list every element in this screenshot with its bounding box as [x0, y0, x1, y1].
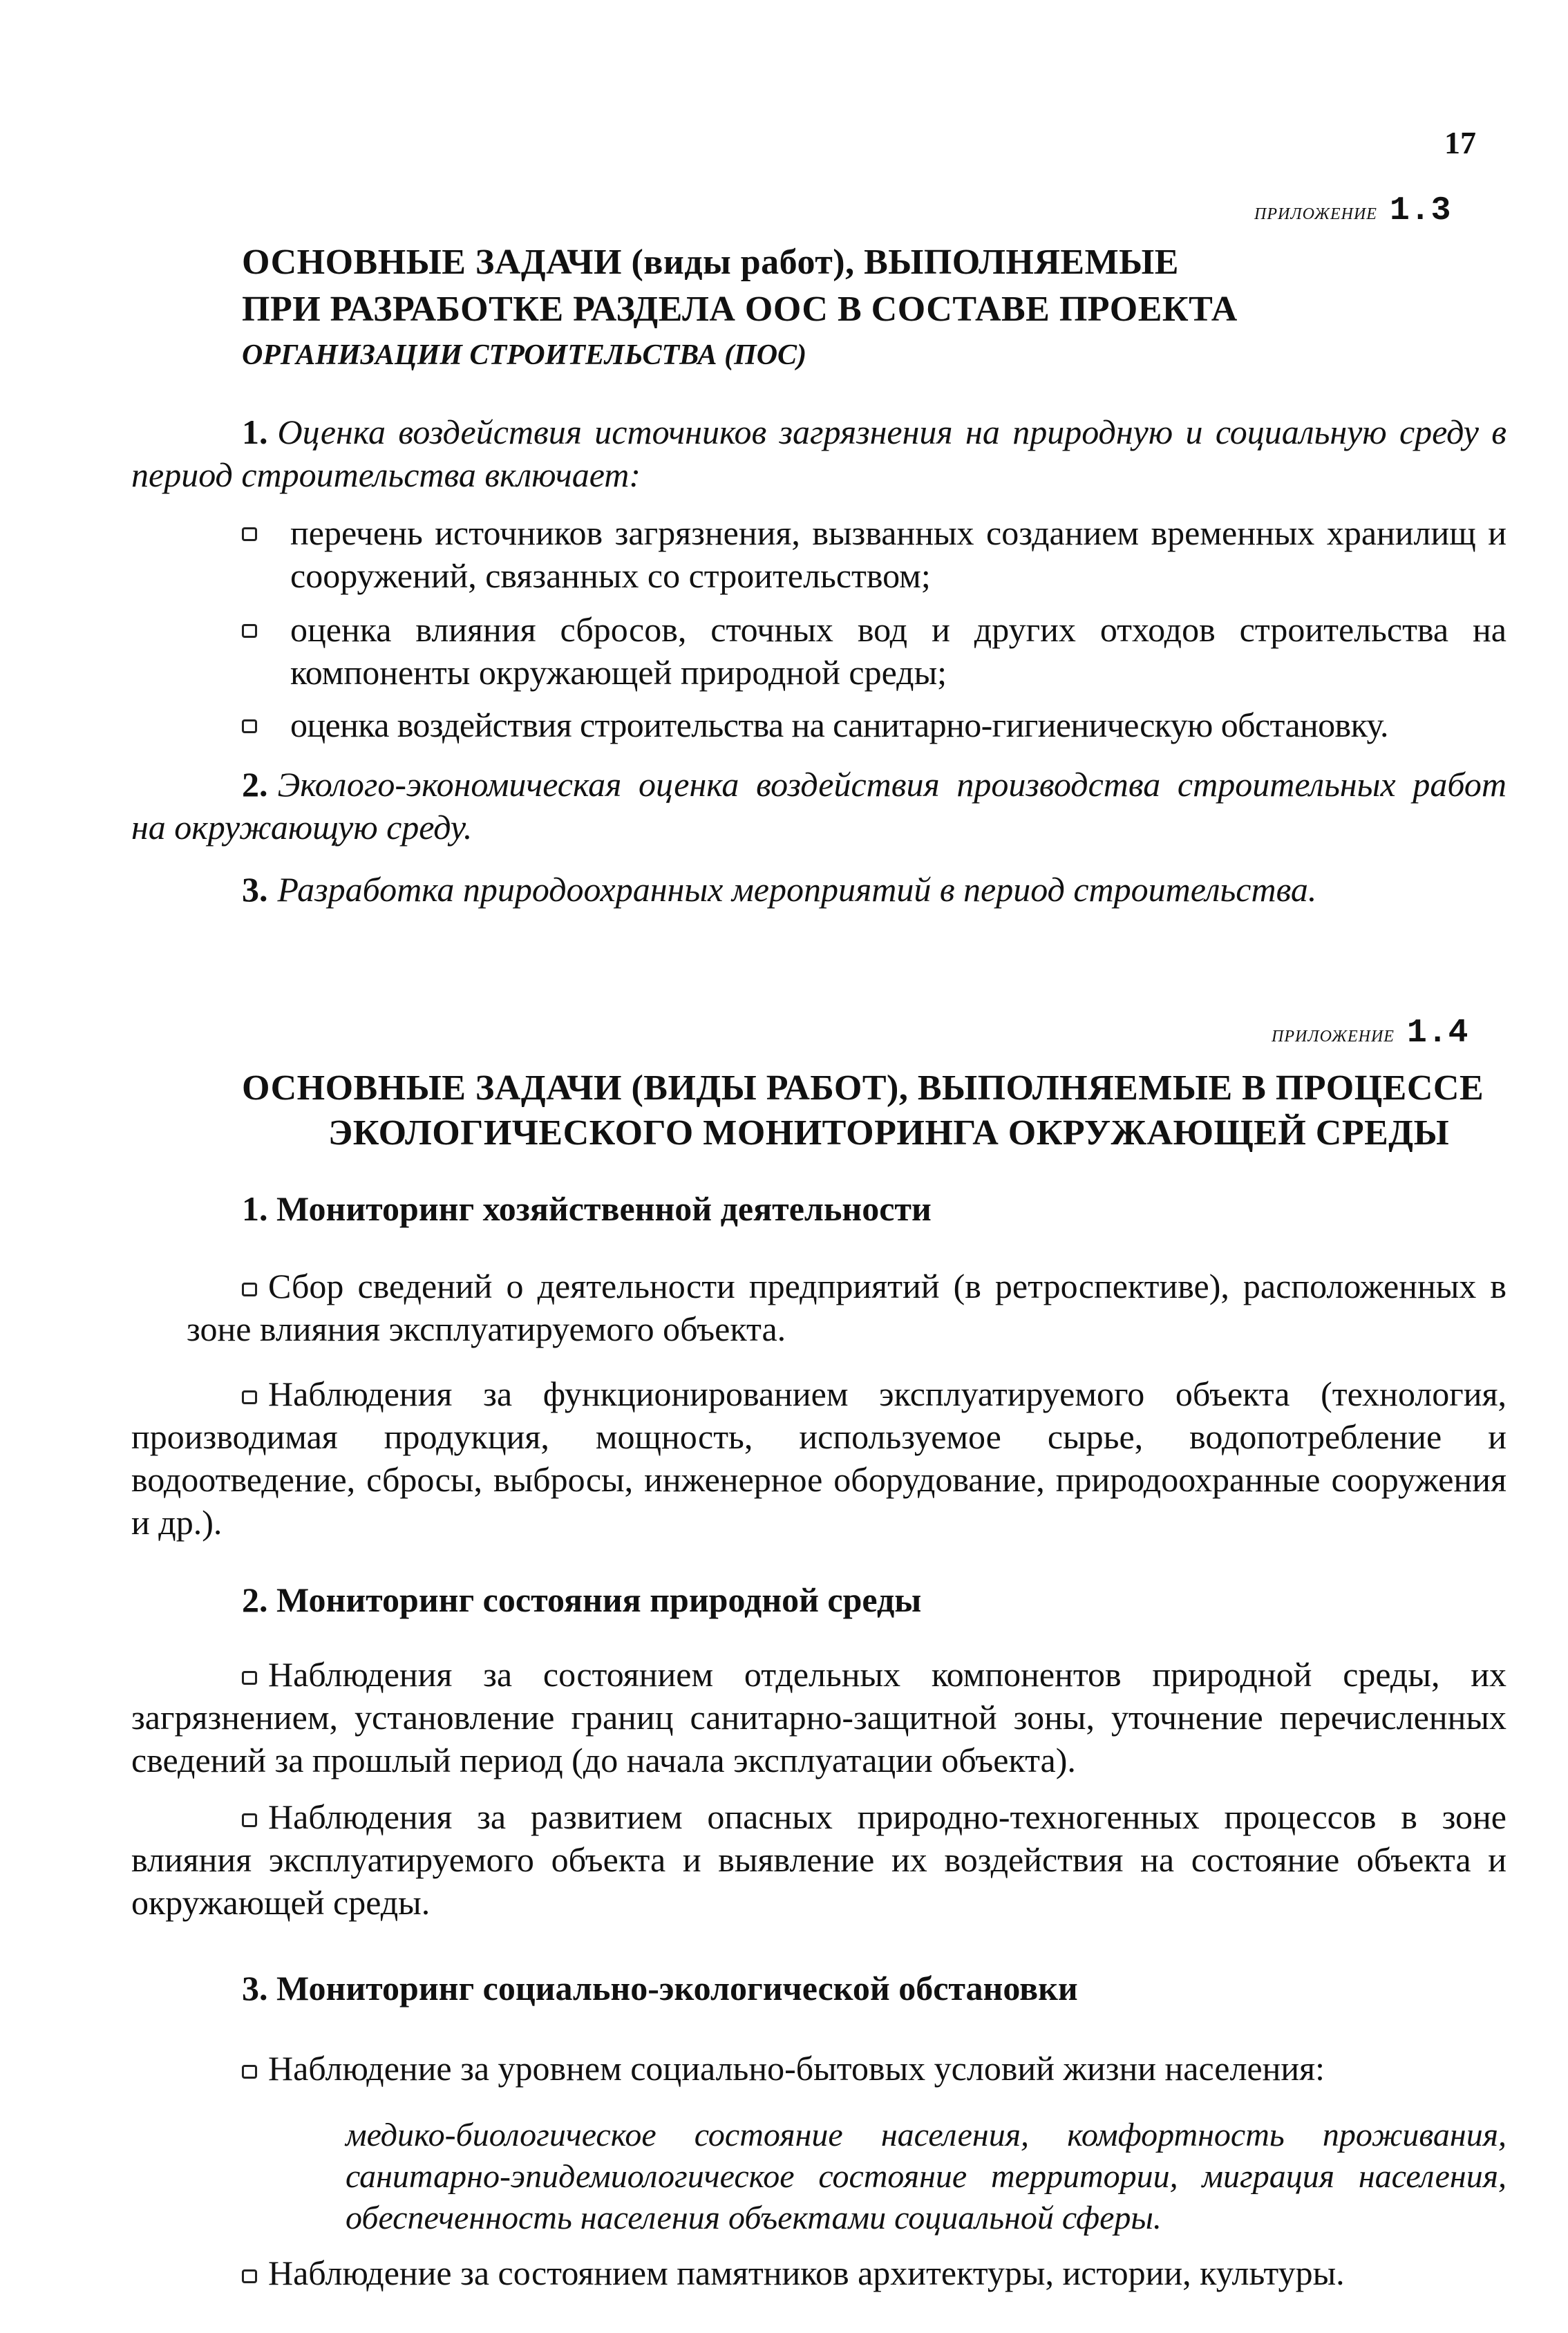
bullet-item-2-text: оценка влияния сбросов, сточных вод и других отходов строительства на компоненты окружающей природной среды;: [290, 610, 1506, 692]
appendix-1-4-title-line1: ОСНОВНЫЕ ЗАДАЧИ (ВИДЫ РАБОТ), ВЫПОЛНЯЕМЫЕ В ПРОЦЕССЕ: [242, 1068, 1484, 1108]
bullet-item-3: [242, 703, 1506, 746]
section-1-paragraph-1: [187, 1265, 1506, 1350]
section-2-paragraph-2-text: Наблюдения за развитием опасных природно-техногенных процессов в зоне влияния эксплуатируемого объекта и выявление их воздействия на состояние объекта и окружающей среды.: [131, 1797, 1506, 1922]
appendix-1-4-header: [1272, 1014, 1468, 1052]
item-3: [242, 868, 1506, 911]
checkbox-bullet-icon: [242, 527, 257, 541]
appendix-1-4-title-line2: ЭКОЛОГИЧЕСКОГО МОНИТОРИНГА ОКРУЖАЮЩЕЙ СРЕДЫ: [328, 1113, 1450, 1153]
checkbox-bullet-icon: [242, 1671, 257, 1685]
bullet-item-1: [242, 511, 1506, 597]
appendix-label: приложение: [1272, 1021, 1395, 1047]
appendix-label: приложение: [1254, 199, 1377, 225]
checkbox-bullet-icon: [242, 1813, 257, 1827]
item-2-text: Эколого-экономическая оценка воздействия производства строительных работ на окружающую среду.: [131, 765, 1506, 847]
item-2: [131, 763, 1506, 849]
appendix-1-3-header: [1254, 192, 1451, 229]
section-1-paragraph-1-text: Сбор сведений о деятельности предприятий (в ретроспективе), расположенных в зоне влияния эксплуатируемого объекта.: [187, 1267, 1506, 1348]
checkbox-bullet-icon: [242, 719, 257, 733]
section-3-paragraph-1: [242, 2047, 1506, 2090]
section-3-paragraph-1-text: Наблюдение за уровнем социально-бытовых условий жизни населения:: [268, 2049, 1325, 2088]
item-3-text: Разработка природоохранных мероприятий в период строительства.: [277, 870, 1317, 909]
item-1-number: 1.: [242, 413, 268, 451]
section-3-paragraph-2: [242, 2251, 1506, 2294]
appendix-number: 1.3: [1389, 192, 1452, 229]
section-3-paragraph-1-detail: медико-биологическое состояние населения, комфортность проживания, санитарно-эпидемиологическое состояние территории, миграция населения, обеспеченность населения объектами социальной сферы.: [346, 2117, 1506, 2236]
item-3-number: 3.: [242, 870, 268, 909]
section-2-paragraph-1-text: Наблюдения за состоянием отдельных компонентов природной среды, их загрязнением, установление границ санитарно-защитной зоны, уточнение перечисленных сведений за прошлый период (до начала эксплуатации объекта).: [131, 1655, 1506, 1779]
page-number: 17: [1444, 125, 1476, 160]
bullet-item-3-text: оценка воздействия строительства на санитарно-гигиеническую обстановку.: [290, 706, 1388, 744]
item-1: [131, 410, 1506, 496]
checkbox-bullet-icon: [242, 1390, 257, 1404]
appendix-1-3-title-line1: ОСНОВНЫЕ ЗАДАЧИ (виды работ), ВЫПОЛНЯЕМЫЕ: [242, 243, 1179, 282]
section-1-paragraph-2: [131, 1372, 1506, 1544]
appendix-1-3-title-line2: ПРИ РАЗРАБОТКЕ РАЗДЕЛА ООС В СОСТАВЕ ПРОЕКТА: [242, 290, 1238, 329]
section-3-heading: 3. Мониторинг социально-экологической обстановки: [242, 1969, 1078, 2008]
checkbox-bullet-icon: [242, 2065, 257, 2079]
item-2-number: 2.: [242, 765, 268, 804]
section-1-heading: 1. Мониторинг хозяйственной деятельности: [242, 1189, 932, 1228]
item-1-text: Оценка воздействия источников загрязнения на природную и социальную среду в период строительства включает:: [131, 413, 1506, 494]
checkbox-bullet-icon: [242, 2269, 257, 2283]
checkbox-bullet-icon: [242, 1283, 257, 1296]
section-2-paragraph-1: [131, 1653, 1506, 1782]
section-1-paragraph-2-text: Наблюдения за функционированием эксплуатируемого объекта (технология, производимая продукция, мощность, используемое сырье, водопотребление и водоотведение, сбросы, выбросы, инженерное оборудование, природоохранные сооружения и др.).: [131, 1375, 1506, 1542]
section-3-paragraph-2-text: Наблюдение за состоянием памятников архитектуры, истории, культуры.: [268, 2254, 1345, 2292]
bullet-item-2: [242, 608, 1506, 694]
bullet-item-1-text: перечень источников загрязнения, вызванных созданием временных хранилищ и сооружений, связанных со строительством;: [290, 513, 1506, 595]
appendix-1-3-title-line3: ОРГАНИЗАЦИИ СТРОИТЕЛЬСТВА (ПОС): [242, 339, 807, 371]
checkbox-bullet-icon: [242, 624, 257, 638]
appendix-number: 1.4: [1406, 1014, 1469, 1052]
section-2-heading: 2. Мониторинг состояния природной среды: [242, 1580, 922, 1619]
section-2-paragraph-2: [131, 1795, 1506, 1924]
